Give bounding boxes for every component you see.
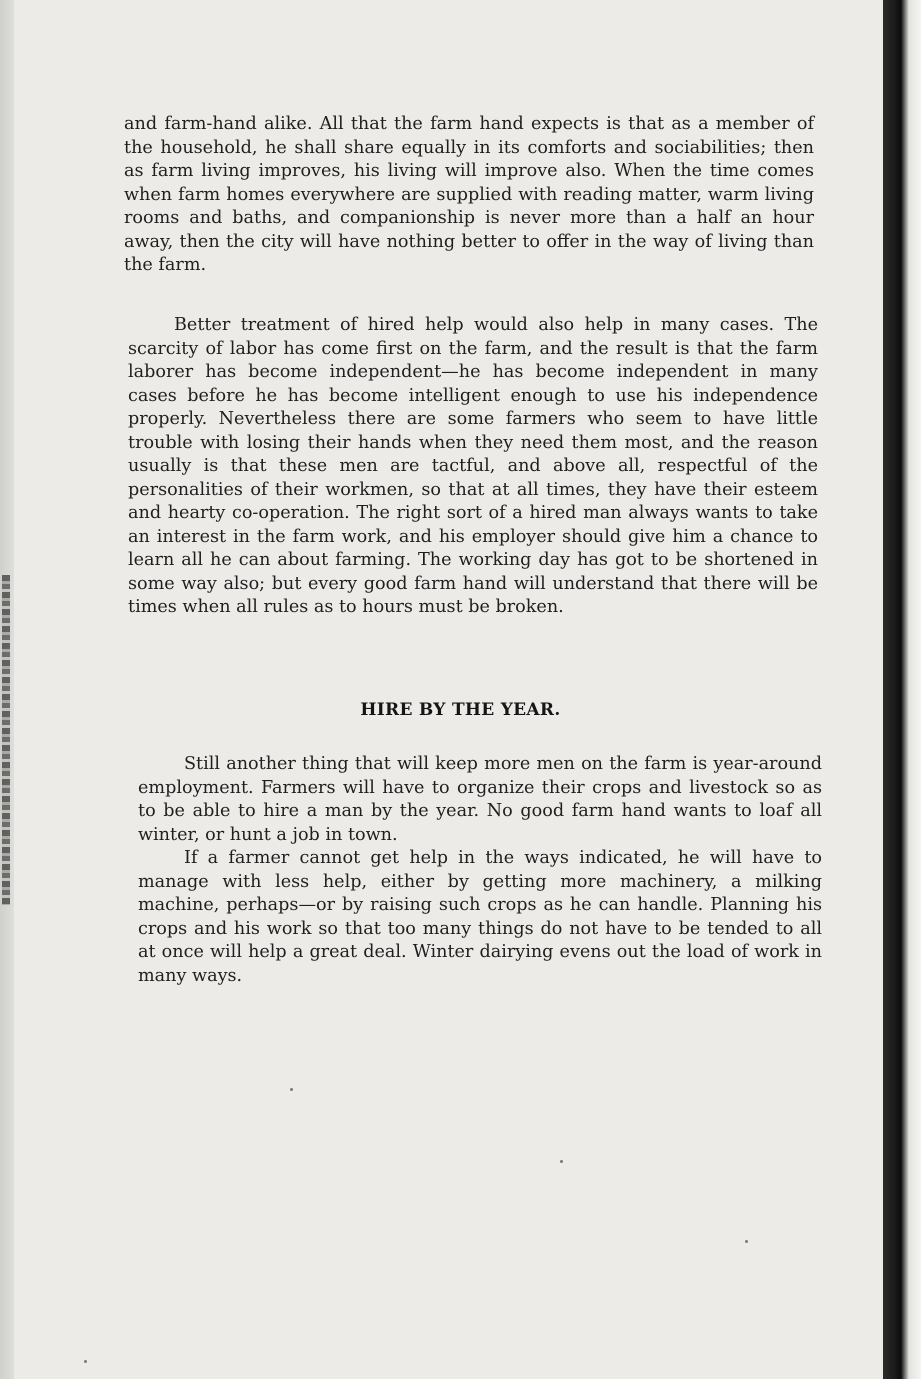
paragraph-hired-help: Better treatment of hired help would also help in many cases. The scarcity of labor has come first on the farm, and the result is that the farm laborer has become independent—he has become independent in many cases before he has become intelligent enough to use his independence properly. Nevertheless there are some farmers who seem to have little trouble with losing their hands when they need them most, and the reason usually is that these men are tactful, and above all, respectful of the personalities of their workmen, so that at all times, they have their esteem and hearty co-operation. The right sort of a hired man always wants to take an interest in the farm work, and his employer should give him a chance to learn all he can about farming. The working day has got to be shortened in some way also; but every good farm hand will understand that there will be times when all rules as to hours must be broken. xyxy=(128,315,818,617)
paragraph-year-around: Still another thing that will keep more men on the farm is year-around employment. Farmers will have to organize their crops and livestock so as to be able to hire a man by the year. No good farm hand wants to loaf all winter, or hunt a job in town. xyxy=(138,754,822,845)
page-edge-shadow xyxy=(883,0,921,1379)
section-heading: HIRE BY THE YEAR. xyxy=(360,700,561,720)
binding-strip xyxy=(0,0,14,1379)
paragraph-farm-hand: and farm-hand alike. All that the farm hand expects is that as a member of the household, he shall share equally in its comforts and sociabilities; then as farm living improves, his living will improve also. When the time comes when farm homes everywhere are supplied with reading matter, warm living rooms and baths, and companionship is never more than a half an hour away, then the city will have nothing better to offer in the way of living than the farm. xyxy=(124,114,814,275)
binding-mark xyxy=(2,575,10,905)
paper-speck xyxy=(290,1088,293,1091)
paper-speck xyxy=(560,1160,563,1163)
paragraph-less-help: If a farmer cannot get help in the ways indicated, he will have to manage with less help, either by getting more machinery, a milking machine, perhaps—or by raising such crops as he can handle. Planning his crops and his work so that too many things do not have to be tended to all at once will help a great deal. Winter dairying evens out the load of work in many ways. xyxy=(138,848,822,986)
paragraph-block-help xyxy=(128,314,818,620)
paragraph-block-year xyxy=(138,753,822,988)
paper-speck xyxy=(84,1360,87,1363)
paragraph-block-top xyxy=(124,113,814,278)
paper-speck xyxy=(745,1240,748,1243)
